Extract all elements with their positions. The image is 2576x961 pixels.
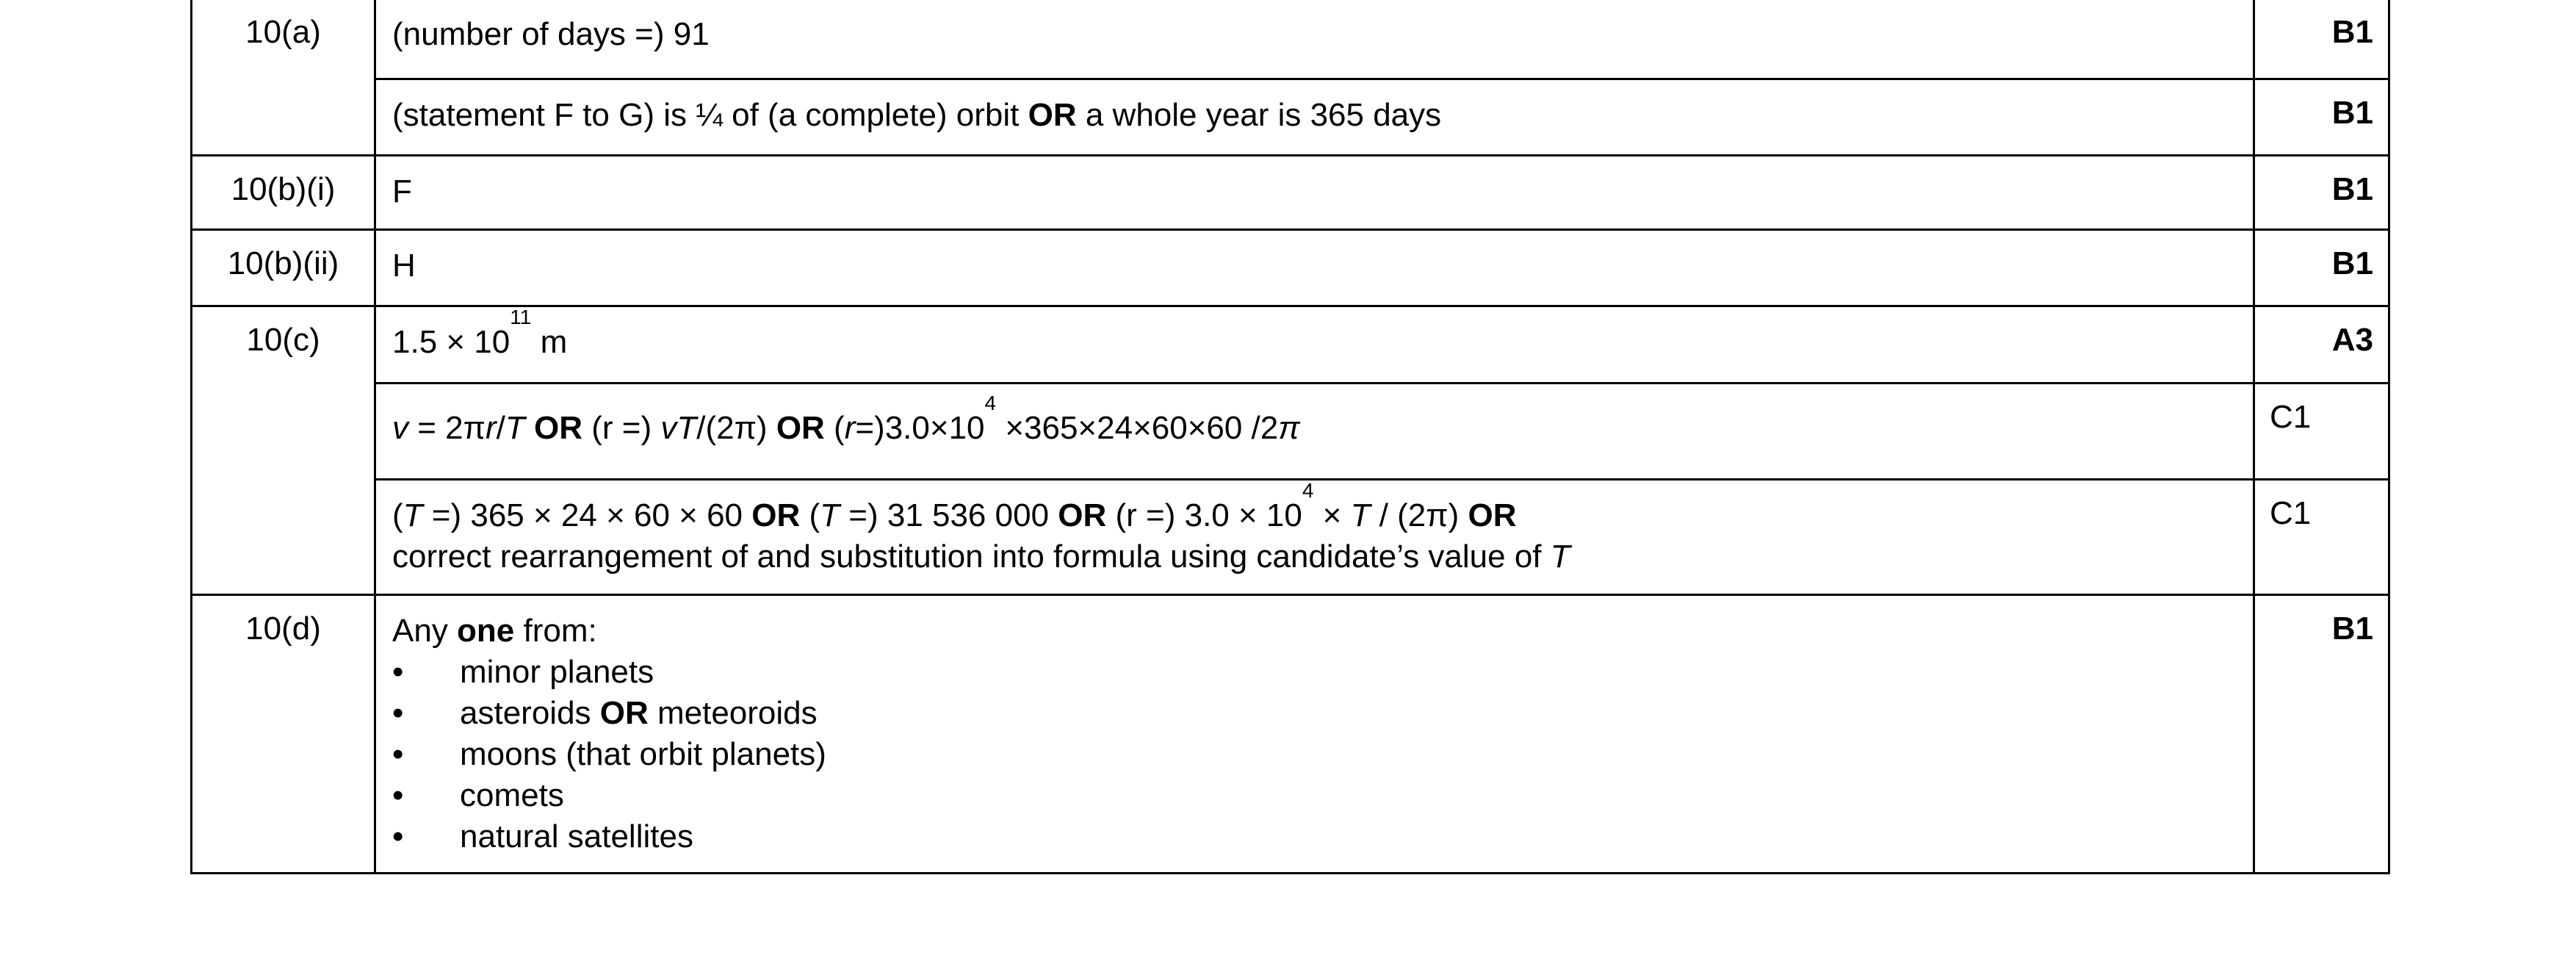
answer-cell: $1.5 \times 10^{11}$ m — [375, 306, 2254, 384]
answer-cell: F — [375, 156, 2254, 230]
answer-line: correct rearrangement of and substitution into formula using candidate’s value of T — [392, 539, 1570, 575]
list-item: • comets — [392, 775, 2237, 816]
mark-cell: B1 — [2254, 79, 2389, 156]
answer-cell: H — [375, 230, 2254, 306]
answer-cell: v = 2πr/T OR (r =) vT/(2π) OR $(r=)3.0\times 10^4 \times 365\times 24\times 60\times 60$ /2π — [375, 384, 2254, 480]
answer-cell: (number of days =) 91 — [375, 0, 2254, 79]
list-item: • natural satellites — [392, 816, 2237, 857]
table-row — [192, 156, 2389, 230]
answer-cell: (statement F to G) is ¼ of (a complete) orbit OR a whole year is 365 days — [375, 79, 2254, 156]
question-number: 10(b)(ii) — [192, 230, 375, 306]
answer-cell — [375, 595, 2254, 874]
table-row — [192, 0, 2389, 79]
question-number: 10(d) — [192, 595, 375, 874]
table-row — [192, 306, 2389, 384]
table-row — [192, 595, 2389, 874]
answer-cell — [375, 480, 2254, 595]
answer-intro: Any one from: — [392, 613, 597, 649]
question-number: 10(c) — [192, 306, 375, 595]
mark-cell: B1 — [2254, 230, 2389, 306]
mark-cell: B1 — [2254, 156, 2389, 230]
bullet-list — [392, 652, 2237, 857]
table-row — [192, 480, 2389, 595]
mark-cell: A3 — [2254, 306, 2389, 384]
list-item: • moons (that orbit planets) — [392, 734, 2237, 775]
answer-line: (T =) 365 × 24 × 60 × 60 OR (T =) 31 536 000 OR (r =) $3.0 \times 10^4 \times T / (2\pi)$ OR — [392, 479, 1517, 533]
question-number: 10(a) — [192, 0, 375, 156]
list-item: • minor planets — [392, 652, 2237, 693]
table-row — [192, 230, 2389, 306]
list-item: • asteroids OR meteoroids — [392, 693, 2237, 734]
mark-cell: B1 — [2254, 0, 2389, 79]
mark-cell: C1 — [2254, 384, 2389, 480]
mark-cell: C1 — [2254, 480, 2389, 595]
mark-cell: B1 — [2254, 595, 2389, 874]
mark-scheme-table — [190, 0, 2390, 874]
table-row — [192, 79, 2389, 156]
question-number: 10(b)(i) — [192, 156, 375, 230]
table-row — [192, 384, 2389, 480]
